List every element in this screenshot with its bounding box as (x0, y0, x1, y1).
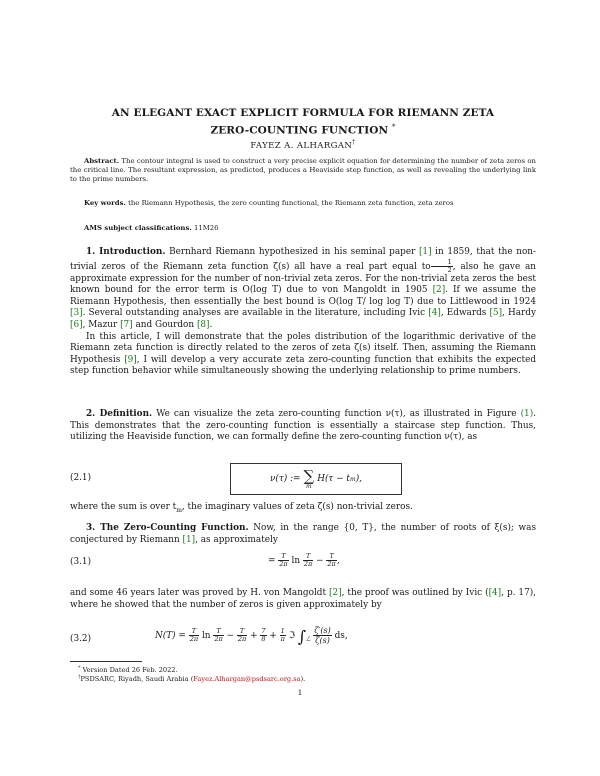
citation-link[interactable]: [3] (70, 308, 83, 319)
abstract (70, 157, 536, 185)
email-link[interactable]: Fayez.Alhargan@psdsarc.org.sa (193, 675, 301, 684)
footnote-text: PSDSARC, Riyadh, Saudi Arabia ( (80, 675, 194, 684)
zero-counting-heading: 3. The Zero-Counting Function. (86, 523, 249, 533)
intro-text: , Hardy (502, 308, 536, 319)
section-zero-counting (70, 523, 536, 546)
sum-index: m (306, 482, 312, 490)
fraction-denominator: 8 (261, 635, 266, 643)
fraction-numerator: ζ′(s) (314, 626, 331, 635)
eq-rhs: H(τ − t (317, 474, 350, 484)
footnote-text: Version Dated 26 Feb. 2022. (82, 666, 178, 675)
citation-link[interactable]: [9] (124, 354, 137, 365)
author-footnote-mark: † (352, 139, 356, 146)
footnote-mark: * (78, 665, 81, 671)
equation-number: (3.1) (70, 557, 92, 567)
intro-text: and Gourdon (135, 319, 195, 330)
intro-heading: 1. Introduction. (86, 247, 166, 257)
ams-code: 11M26 (193, 224, 219, 232)
figure-link[interactable]: (1) (520, 409, 534, 419)
body-text: and some 46 years later was proved by H. von Mangoldt (70, 588, 327, 598)
integral-sign: ∫ (297, 627, 307, 646)
footnote-text: ). (300, 675, 306, 684)
title-footnote-mark: * (391, 123, 396, 131)
intro-text: , Mazur (82, 319, 118, 330)
keywords-label: Key words. (84, 199, 126, 207)
keywords-text: the Riemann Hypothesis, the zero counting functional, the Riemann zeta function, zeta zeros (128, 199, 454, 207)
fraction-denominator: ζ(s) (315, 636, 330, 645)
intro-text: . If we assume the Riemann Hypothesis, then essentially the best bound is O(log T/ log log T) due to Littlewood in 1924 (70, 285, 536, 307)
fraction-half (431, 259, 453, 274)
body-text: , the imaginary values of zeta ζ(s) non-trivial zeros. (181, 502, 413, 512)
intro-text: , I will develop a very accurate zeta zero-counting function that exhibits the expected step function behavior while simultaneously showing the underlying relationship to prime numbers. (70, 354, 537, 377)
ams-classification (70, 224, 536, 233)
fraction-denominator: π (280, 635, 285, 643)
definition-text: We can visualize the zeta zero-counting function ν(τ), as illustrated in Figure (156, 409, 517, 419)
sum-symbol (303, 466, 315, 490)
contour-label: ℒ (306, 635, 311, 643)
citation-link[interactable]: [2] (329, 588, 342, 598)
fraction-denominator: 2π (214, 635, 223, 643)
citation-link[interactable]: [1] (182, 534, 196, 545)
equation-body: = $\frac{T}{2\pi}$ ln $\frac{T}{2\pi}$ − $\frac{T}{2\pi}$ , (268, 552, 340, 568)
fraction (278, 553, 288, 568)
eq-minus: − (316, 556, 324, 566)
fraction-denominator: 2π (237, 635, 247, 643)
fraction-numerator: T (237, 628, 247, 636)
body-text: , the proof was outlined by Ivic ( (341, 588, 489, 598)
citation-link[interactable]: [1] (418, 247, 432, 257)
citation-link[interactable]: [5] (489, 308, 503, 319)
intro-text: . (209, 319, 213, 330)
eq-equals: = (268, 556, 276, 566)
fraction-numerator: 1 (431, 259, 453, 267)
fraction (313, 626, 332, 645)
intro-paragraph-1 (70, 247, 536, 332)
zero-counting-paragraph (70, 523, 536, 546)
abstract-text: The contour integral is used to construct a very precise explicit equation for determining the number of zeta zeros on the critical line. The resultant expression, as predicted, produces a Heaviside step function, as well as revealing the underlying link to the prime numbers. (70, 157, 536, 184)
author-name: FAYEZ A. ALHARGAN (250, 140, 353, 151)
keywords (70, 199, 536, 208)
citation-link[interactable]: [8] (196, 319, 210, 330)
fraction-denominator: 2 (447, 265, 452, 274)
after-equation-3-1 (70, 588, 536, 611)
paper-title (70, 106, 536, 138)
equation-box (230, 463, 402, 495)
footnote-rule (70, 661, 142, 662)
intro-text: , Edwards (440, 308, 487, 319)
citation-link[interactable]: [2] (432, 285, 446, 296)
title-line-2-text: ZERO-COUNTING FUNCTION (210, 124, 389, 137)
abstract-label: Abstract. (84, 157, 120, 165)
title-line-1: AN ELEGANT EXACT EXPLICIT FORMULA FOR RIEMANN ZETA (111, 107, 495, 119)
intro-text: . Several outstanding analyses are available in the literature, including Ivic (82, 308, 426, 319)
fraction-numerator: T (213, 628, 223, 636)
author (70, 139, 536, 151)
definition-text: . This demonstrates that the zero-counting function is essentially a staircase step function. Thus, utilizing the Heaviside function, we can formally define the zero-counting function ν(τ), as (70, 409, 536, 443)
eq-rhs-end: ), (355, 474, 362, 484)
citation-link[interactable]: [7] (120, 319, 133, 330)
citation-link[interactable]: [4] (428, 308, 441, 319)
fraction (280, 628, 286, 643)
fraction-numerator: T (326, 553, 336, 561)
zero-counting-text: Now, in the range {0, T}, the number of roots of ξ(s); was conjectured by Riemann (70, 523, 537, 545)
definition-paragraph (70, 409, 536, 444)
fraction-denominator: 2π (327, 560, 336, 568)
fraction (260, 628, 266, 643)
footnote-2 (70, 673, 544, 684)
equation-number: (3.2) (70, 634, 92, 644)
section-introduction (70, 247, 536, 378)
intro-text: In this article, I will demonstrate that the poles distribution of the logarithmic derivative of the Riemann zeta function is directly related to the zeros of zeta ζ(s) itself. Then, assuming the Riemann Hypothesis (70, 331, 536, 365)
intro-paragraph-2 (70, 332, 536, 378)
fraction-numerator: T (303, 553, 313, 561)
ams-label: AMS subject classifications. (84, 224, 192, 232)
eq-plus: + (269, 631, 277, 641)
fraction-numerator: 1 (280, 627, 285, 635)
after-equation-2-1 (70, 502, 536, 516)
fraction-numerator: T (189, 628, 199, 636)
fraction-denominator: 2π (189, 635, 199, 643)
fraction-numerator: T (278, 553, 288, 561)
fraction (303, 553, 313, 568)
intro-text: Bernhard Riemann hypothesized in his seminal paper (169, 247, 416, 257)
title-line-2 (70, 120, 536, 138)
equation-body (155, 626, 348, 645)
eq-plus: + (250, 631, 258, 641)
footnote-mark: † (78, 674, 81, 680)
section-definition (70, 409, 536, 444)
intro-text: , also he gave an approximate expression for the number of non-trivial zeta zeros. For the non-trivial zeta zeros the best known bound for the error term is O(log T) due to von Mangoldt in 1905 (70, 261, 536, 296)
differential: ds, (334, 631, 348, 641)
subscript: m (176, 506, 182, 514)
body-text: where the sum is over t (70, 502, 177, 512)
equation-3-1 (70, 547, 536, 581)
eq-subscript: m (349, 475, 356, 483)
eq-lhs: ν(τ) := (270, 474, 301, 484)
equation-3-2 (70, 624, 536, 658)
equation-2-1 (70, 463, 536, 497)
ln-operator: ln (291, 556, 301, 566)
body-text: , p. 17), where he showed that the number of zeros is given approximately by (70, 588, 537, 610)
page-number: 1 (297, 688, 303, 697)
sigma-glyph: ∑ (303, 466, 315, 485)
fraction (213, 628, 223, 643)
fraction (189, 628, 199, 643)
fraction-denominator: 2π (303, 560, 313, 568)
citation-link[interactable]: [4] (488, 588, 502, 598)
intro-text: in 1859, that the non-trivial zeros of the Riemann zeta function ζ(s) all have a real part equal to (70, 247, 537, 272)
imaginary-part-operator: ℑ (288, 631, 295, 641)
zero-counting-text: , as approximately (195, 534, 278, 545)
eq-lhs: N(T) = (155, 631, 186, 641)
fraction-numerator: 7 (261, 627, 266, 635)
fraction-denominator: 2π (279, 560, 288, 568)
ln-operator: ln (201, 631, 211, 641)
equation-number: (2.1) (70, 473, 92, 483)
fraction (326, 553, 336, 568)
eq-minus: − (226, 631, 235, 641)
fraction (237, 628, 247, 643)
citation-link[interactable]: [6] (70, 319, 83, 330)
definition-heading: 2. Definition. (86, 409, 153, 419)
